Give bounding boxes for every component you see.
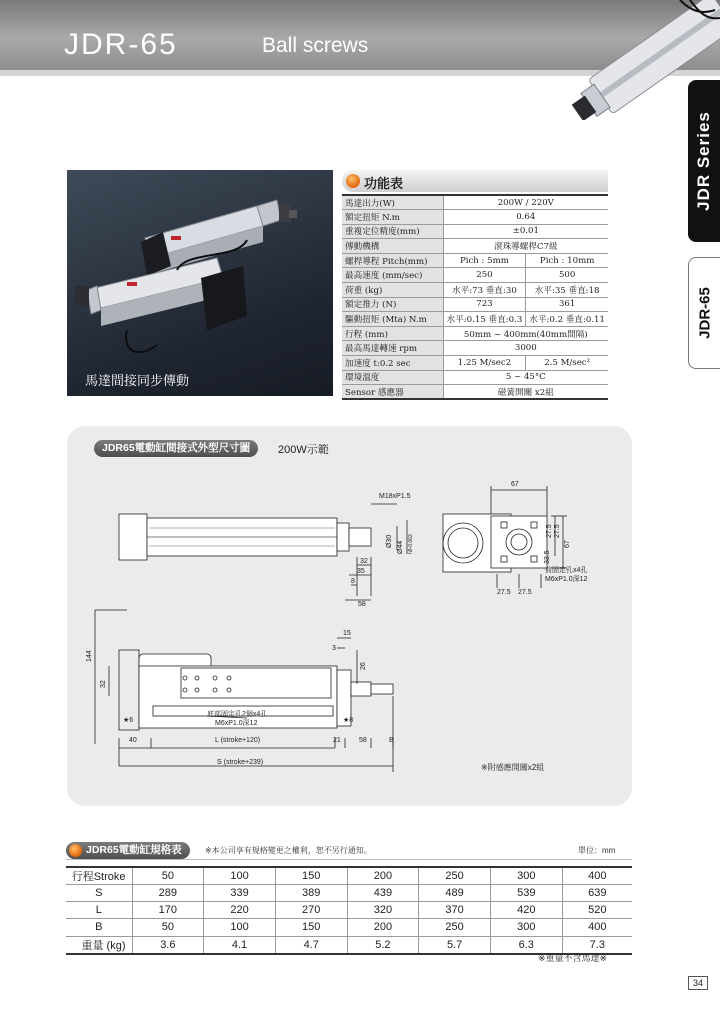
cell: 639 xyxy=(562,885,632,902)
cell: 5.2 xyxy=(347,936,419,954)
function-table-title: 功能表 xyxy=(364,176,404,191)
drawing-title: JDR65電動缸間接式外型尺寸圖 xyxy=(94,440,258,457)
label-L: L (stroke+120) xyxy=(215,737,261,744)
label-3: 3 xyxy=(332,645,336,652)
table-row xyxy=(342,195,608,210)
page-title: JDR-65 xyxy=(64,28,178,61)
drawing-subtitle: 200W示範 xyxy=(278,444,329,456)
table-row xyxy=(66,867,632,885)
row-value-a: 水平:73 垂直:30 xyxy=(443,283,526,298)
label-26: 26 xyxy=(360,662,367,670)
row-label: S xyxy=(66,885,132,902)
row-value-a: 250 xyxy=(443,268,526,283)
model-tab-label: JDR-65 xyxy=(696,287,713,339)
cell: 150 xyxy=(275,867,347,885)
cell: 300 xyxy=(490,867,562,885)
row-label: 額定推力 (N) xyxy=(342,297,443,312)
label-15: 15 xyxy=(343,630,351,637)
label-67: 67 xyxy=(511,481,519,488)
page-subtitle: Ball screws xyxy=(262,34,369,57)
cell: 150 xyxy=(275,919,347,936)
label-B: B xyxy=(389,737,394,744)
spec-table-title xyxy=(66,842,190,859)
cell: 300 xyxy=(490,919,562,936)
label-32: 32 xyxy=(360,558,368,565)
cell: 50 xyxy=(132,867,204,885)
cell: 5.7 xyxy=(419,936,491,954)
function-table-header xyxy=(342,170,608,192)
series-tab-label: JDR Series xyxy=(694,111,713,211)
row-label: 行程 (mm) xyxy=(342,326,443,341)
label-8: 8 xyxy=(351,578,355,585)
table-row xyxy=(66,919,632,936)
dimension-drawing xyxy=(67,426,632,806)
label-d1: Ø44 xyxy=(397,540,404,554)
row-label: 荷重 (kg) xyxy=(342,283,443,298)
cell: 4.7 xyxy=(275,936,347,954)
row-value: 滾珠導螺桿C7級 xyxy=(443,239,608,254)
row-label: 重量 (kg) xyxy=(66,936,132,954)
label-S: S (stroke+239) xyxy=(217,759,264,766)
row-label: 重複定位精度(mm) xyxy=(342,224,443,239)
cell: 400 xyxy=(562,919,632,936)
table-row xyxy=(342,356,608,371)
label-58b: 58 xyxy=(359,737,367,744)
cell: 320 xyxy=(347,902,419,919)
cell: 170 xyxy=(132,902,204,919)
label-40: 40 xyxy=(129,737,137,744)
table-row xyxy=(342,268,608,283)
series-tab[interactable] xyxy=(688,80,720,242)
label-144: 144 xyxy=(86,650,93,662)
cell: 50 xyxy=(132,919,204,936)
row-label: L xyxy=(66,902,132,919)
cell: 250 xyxy=(419,867,491,885)
label-front-hole-2: M6xP1.0深12 xyxy=(545,576,588,583)
row-label: 額定扭矩 N.m xyxy=(342,210,443,225)
cell: 6.3 xyxy=(490,936,562,954)
cell: 389 xyxy=(275,885,347,902)
cell: 270 xyxy=(275,902,347,919)
table-row xyxy=(342,385,608,400)
row-value: ±0.01 xyxy=(443,224,608,239)
row-value: 3000 xyxy=(443,341,608,356)
table-row xyxy=(342,239,608,254)
label-thread: M18xP1.5 xyxy=(379,493,411,500)
cell: 539 xyxy=(490,885,562,902)
cell: 489 xyxy=(419,885,491,902)
row-value-b: 水平:0.2 垂直:0.11 xyxy=(526,312,608,327)
spec-table xyxy=(66,866,632,955)
model-tab[interactable] xyxy=(688,257,720,369)
product-photo xyxy=(67,170,333,396)
cell: 339 xyxy=(204,885,276,902)
actuator-pair-image xyxy=(67,170,333,396)
label-27d: 27.5 xyxy=(518,589,532,596)
label-bottom-hole-1: 底部固定孔2個x4孔 xyxy=(207,711,268,718)
photo-caption: 馬達間接同步傳動 xyxy=(85,373,190,388)
row-label: 螺桿導程 Pitch(mm) xyxy=(342,253,443,268)
table-row xyxy=(342,297,608,312)
table-row xyxy=(342,341,608,356)
bullet-icon xyxy=(346,174,360,188)
row-value: 磁簧開關 x2組 xyxy=(443,385,608,400)
row-label: 加速度 t:0.2 sec xyxy=(342,356,443,371)
row-label: 最高速度 (mm/sec) xyxy=(342,268,443,283)
label-d2: Ø30 xyxy=(386,534,393,548)
row-value-a: 1.25 M/sec2 xyxy=(443,356,526,371)
row-value: 50mm ~ 400mm(40mm間隔) xyxy=(443,326,608,341)
label-front-hole-1: 前固定孔x4孔 xyxy=(545,567,588,574)
spec-footnote: ※重量不含馬達※ xyxy=(538,953,608,963)
row-value: 200W / 220V xyxy=(443,195,608,210)
row-label: 馬達出力(W) xyxy=(342,195,443,210)
bullet-icon xyxy=(69,844,82,857)
page-number: 34 xyxy=(688,976,708,990)
row-value-b: 水平:35 垂直:18 xyxy=(526,283,608,298)
row-value-a: Pich : 5mm xyxy=(443,253,526,268)
spec-table-title-text: JDR65電動缸規格表 xyxy=(86,844,182,856)
label-27b: 27.5 xyxy=(554,524,561,538)
cell: 250 xyxy=(419,919,491,936)
cell: 220 xyxy=(204,902,276,919)
row-label: 環境溫度 xyxy=(342,370,443,385)
divider xyxy=(66,859,632,860)
table-row xyxy=(342,253,608,268)
row-value-a: 723 xyxy=(443,297,526,312)
cell: 200 xyxy=(347,867,419,885)
function-table xyxy=(342,194,608,400)
cell: 7.3 xyxy=(562,936,632,954)
label-32v: 32 xyxy=(100,680,107,688)
label-star6: ★6 xyxy=(123,717,134,724)
label-d1-tol: h9-0.062 xyxy=(408,534,414,554)
row-value-a: 水平:0.15 垂直:0.3 xyxy=(443,312,526,327)
row-value: 5 ~ 45°C xyxy=(443,370,608,385)
cell: 100 xyxy=(204,919,276,936)
row-value-b: Pich : 10mm xyxy=(526,253,608,268)
row-label: 行程Stroke xyxy=(66,867,132,885)
label-67v: 67 xyxy=(564,540,571,548)
row-label: 傳動機構 xyxy=(342,239,443,254)
table-row xyxy=(66,885,632,902)
sensor-note: ※附感應開關x2組 xyxy=(481,763,545,772)
label-bottom-hole-2: M6xP1.0深12 xyxy=(215,720,258,727)
cell: 420 xyxy=(490,902,562,919)
cell: 520 xyxy=(562,902,632,919)
table-row xyxy=(342,312,608,327)
cell: 200 xyxy=(347,919,419,936)
table-row xyxy=(342,210,608,225)
row-label: B xyxy=(66,919,132,936)
label-star8: ★8 xyxy=(343,717,354,724)
row-value-b: 500 xyxy=(526,268,608,283)
row-value-b: 361 xyxy=(526,297,608,312)
label-27a: 27.5 xyxy=(546,524,553,538)
cell: 4.1 xyxy=(204,936,276,954)
cell: 370 xyxy=(419,902,491,919)
cell: 3.6 xyxy=(132,936,204,954)
table-row xyxy=(342,370,608,385)
label-27c: 27.5 xyxy=(497,589,511,596)
row-label: 最高馬達轉速 rpm xyxy=(342,341,443,356)
row-label: Sensor 感應器 xyxy=(342,385,443,400)
spec-unit: 單位：mm xyxy=(578,846,616,855)
table-row xyxy=(342,283,608,298)
spec-note: ※本公司享有規格變更之權利，恕不另行通知。 xyxy=(205,846,372,855)
cell: 100 xyxy=(204,867,276,885)
table-row xyxy=(66,902,632,919)
label-58: 58 xyxy=(358,601,366,608)
cell: 400 xyxy=(562,867,632,885)
row-value: 0.64 xyxy=(443,210,608,225)
table-row xyxy=(342,326,608,341)
label-21: 21 xyxy=(333,737,341,744)
cell: 439 xyxy=(347,885,419,902)
label-35: 35 xyxy=(357,568,365,575)
row-label: 驅動扭矩 (Mta) N.m xyxy=(342,312,443,327)
table-row xyxy=(342,224,608,239)
label-33: 33.5 xyxy=(544,550,551,564)
cell: 289 xyxy=(132,885,204,902)
row-value-b: 2.5 M/sec² xyxy=(526,356,608,371)
